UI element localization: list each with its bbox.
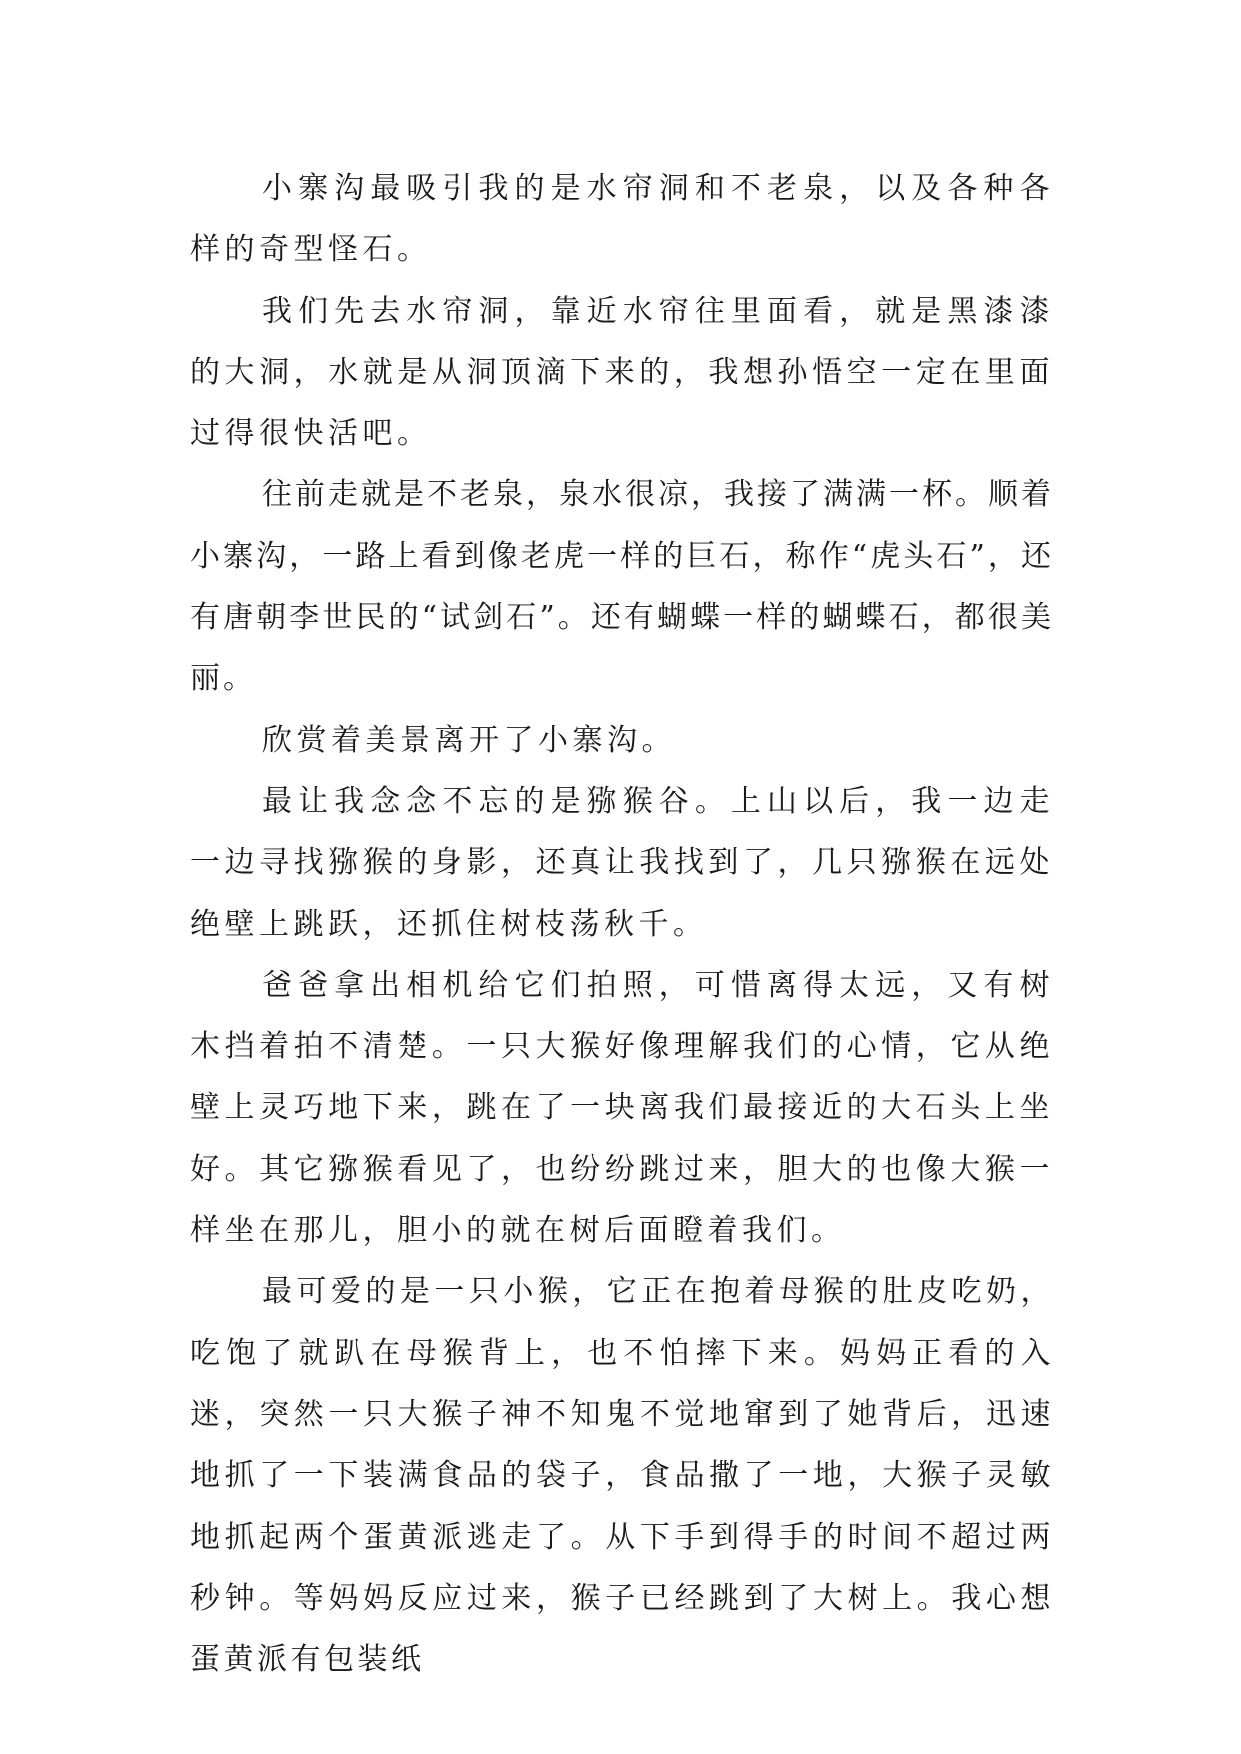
paragraph: 爸爸拿出相机给它们拍照，可惜离得太远，又有树木挡着拍不清楚。一只大猴好像理解我们的心情，它从绝壁上灵巧地下来，跳在了一块离我们最接近的大石头上坐好。其它猕猴看见了，也纷纷跳过来，胆大的也像大猴一样坐在那儿，胆小的就在树后面瞪着我们。 <box>190 967 1054 1249</box>
paragraph: 我们先去水帘洞，靠近水帘往里面看，就是黑漆漆的大洞，水就是从洞顶滴下来的，我想孙悟空一定在里面过得很快活吧。 <box>190 293 1054 452</box>
paragraph: 最让我念念不忘的是猕猴谷。上山以后，我一边走一边寻找猕猴的身影，还真让我找到了，几只猕猴在远处绝壁上跳跃，还抓住树枝荡秋千。 <box>190 783 1054 942</box>
paragraph: 最可爱的是一只小猴，它正在抱着母猴的肚皮吃奶，吃饱了就趴在母猴背上，也不怕摔下来。妈妈正看的入迷，突然一只大猴子神不知鬼不觉地窜到了她背后，迅速地抓了一下装满食品的袋子，食品撒了一地，大猴子灵敏地抓起两个蛋黄派逃走了。从下手到得手的时间不超过两秒钟。等妈妈反应过来，猴子已经跳到了大树上。我心想蛋黄派有包装纸 <box>190 1274 1054 1678</box>
paragraph: 小寨沟最吸引我的是水帘洞和不老泉，以及各种各样的奇型怪石。 <box>190 171 1054 268</box>
paragraph: 往前走就是不老泉，泉水很凉，我接了满满一杯。顺着小寨沟，一路上看到像老虎一样的巨石，称作“虎头石”，还有唐朝李世民的“试剑石”。还有蝴蝶一样的蝴蝶石，都很美丽。 <box>190 477 1054 697</box>
paragraph: 欣赏着美景离开了小寨沟。 <box>262 722 676 758</box>
essay-body <box>190 158 1054 1690</box>
